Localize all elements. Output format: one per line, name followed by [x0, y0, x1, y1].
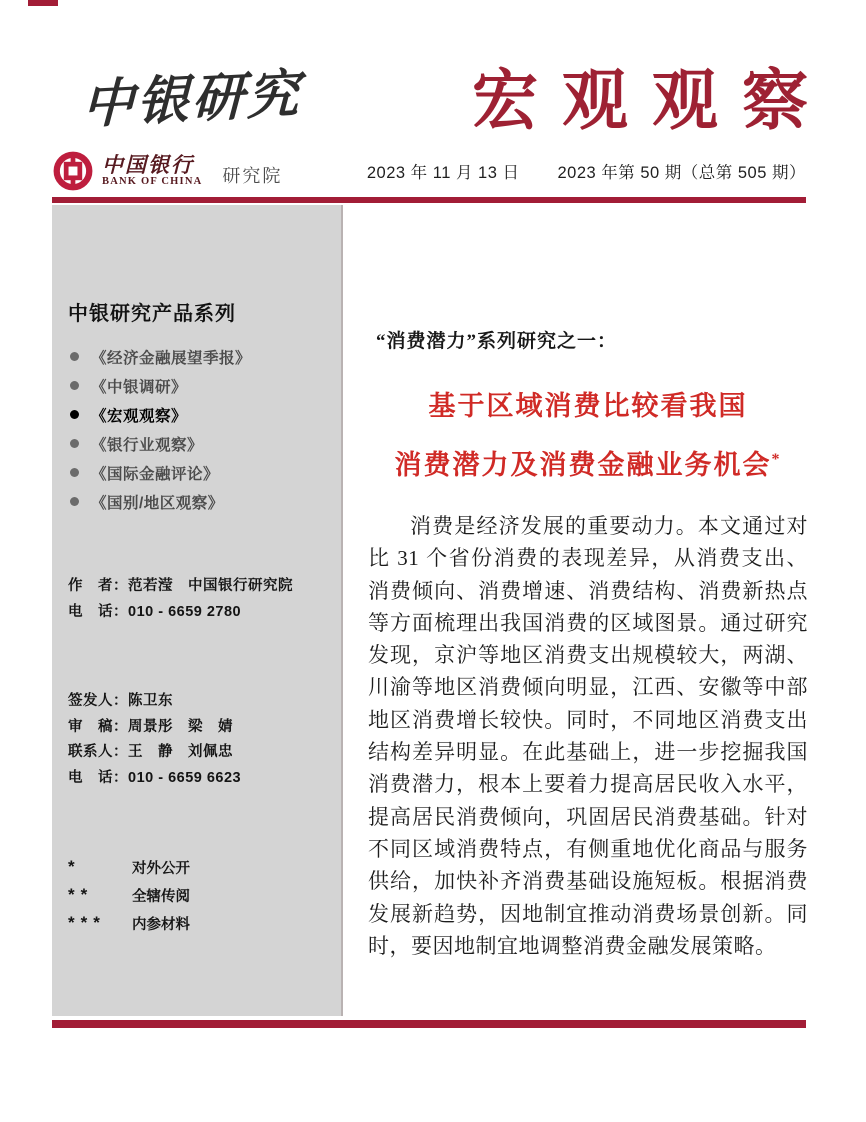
legend-label: 内参材料: [132, 916, 190, 933]
bank-name-block: [102, 154, 202, 188]
contact-phone-line: 电 话：010 - 6659 6623: [68, 769, 242, 786]
series-item-label: 《国别/地区观察》: [91, 494, 224, 512]
abstract-paragraph: 消费是经济发展的重要动力。本文通过对比 31 个省份消费的表现差异，从消费支出、消费倾向、消费增速、消费结构、消费新热点等方面梳理出我国消费的区域图景。通过研究发现，京沪等地区消费支出规模较大，两湖、川渝等地区消费倾向明显，江西、安徽等中部地区消费增长较快。同时，不同地区消费支出结构差异明显。在此基础上，进一步挖掘我国消费潜力，根本上要着力提高居民收入水平，提高居民消费倾向，巩固居民消费基础。针对不同区域消费特点，有侧重地优化商品与服务供给，加快补齐消费基础设施短板。根据消费发展新趋势，因地制宜推动消费场景创新。同时，要因地制宜地调整消费金融发展策略。: [368, 514, 808, 958]
legend-public: [68, 853, 327, 881]
author-line: 作 者：范若滢 中国银行研究院: [68, 578, 293, 594]
footnote-asterisk: *: [771, 451, 782, 468]
product-series-list: [68, 342, 327, 516]
main-content: [368, 326, 808, 962]
author-block: [68, 574, 327, 625]
classification-legend: [68, 853, 327, 937]
issuer-line: 签发人：陈卫东: [68, 693, 173, 709]
three-star-marker: ***: [68, 913, 106, 932]
bank-name-en: BANK OF CHINA: [102, 176, 203, 187]
publication-title: 宏观观察: [472, 64, 832, 138]
top-corner-red-dash: [28, 0, 58, 6]
series-item-intl-finance-review: [68, 458, 327, 487]
bottom-rule: [52, 1020, 806, 1028]
series-item-label: 《银行业观察》: [91, 436, 204, 454]
header-row: [52, 148, 806, 194]
series-item-label: 《中银调研》: [91, 378, 188, 396]
sidebar: [52, 205, 343, 1016]
date-issue-group: [367, 159, 806, 183]
legend-internal-reference: [68, 909, 327, 937]
series-item-label: 《国际金融评论》: [91, 465, 220, 483]
legend-label: 对外公开: [132, 860, 190, 877]
article-title-line1: 基于区域消费比较看我国: [428, 391, 748, 421]
series-item-country-region: [68, 487, 327, 516]
series-item-boc-survey: [68, 371, 327, 400]
bullet-icon: [70, 497, 79, 506]
one-star-marker: *: [68, 857, 81, 876]
series-research-label: “消费潜力”系列研究之一：: [376, 331, 618, 352]
masthead: [52, 46, 832, 142]
bullet-icon: [70, 468, 79, 477]
series-item-banking-observation: [68, 429, 327, 458]
series-item-label: 《经济金融展望季报》: [91, 349, 252, 367]
series-item-macro-observation: [68, 400, 327, 429]
series-item-label: 《宏观观察》: [91, 407, 188, 425]
contact-block: [68, 689, 327, 791]
two-star-marker: **: [68, 885, 94, 904]
institute-label: 研究院: [222, 166, 283, 186]
masthead-calligraphy-logo: 中银研究: [81, 62, 303, 136]
bank-name-cn: 中国银行: [102, 152, 194, 177]
bullet-icon: [70, 439, 79, 448]
article-title: [368, 379, 808, 492]
issue-number: 2023 年第 50 期（总第 505 期）: [557, 164, 806, 182]
series-item-economic-outlook: [68, 342, 327, 371]
contact-person-line: 联系人：王 静 刘佩忠: [68, 744, 233, 760]
author-phone-line: 电 话：010 - 6659 2780: [68, 603, 242, 620]
bank-of-china-logo-icon: [52, 150, 94, 192]
bank-logo-group: [52, 150, 282, 192]
publication-date: 2023 年 11 月 13 日: [366, 164, 520, 182]
sidebar-heading: 中银研究产品系列: [68, 303, 236, 325]
bullet-icon: [70, 410, 79, 419]
legend-label: 全辖传阅: [132, 888, 190, 905]
article-title-line2: 消费潜力及消费金融业务机会*: [394, 450, 782, 480]
legend-internal-circulation: [68, 881, 327, 909]
bullet-icon: [70, 381, 79, 390]
top-rule: [52, 197, 806, 203]
bullet-icon: [70, 352, 79, 361]
reviewer-line: 审 稿：周景彤 梁 婧: [68, 718, 233, 735]
